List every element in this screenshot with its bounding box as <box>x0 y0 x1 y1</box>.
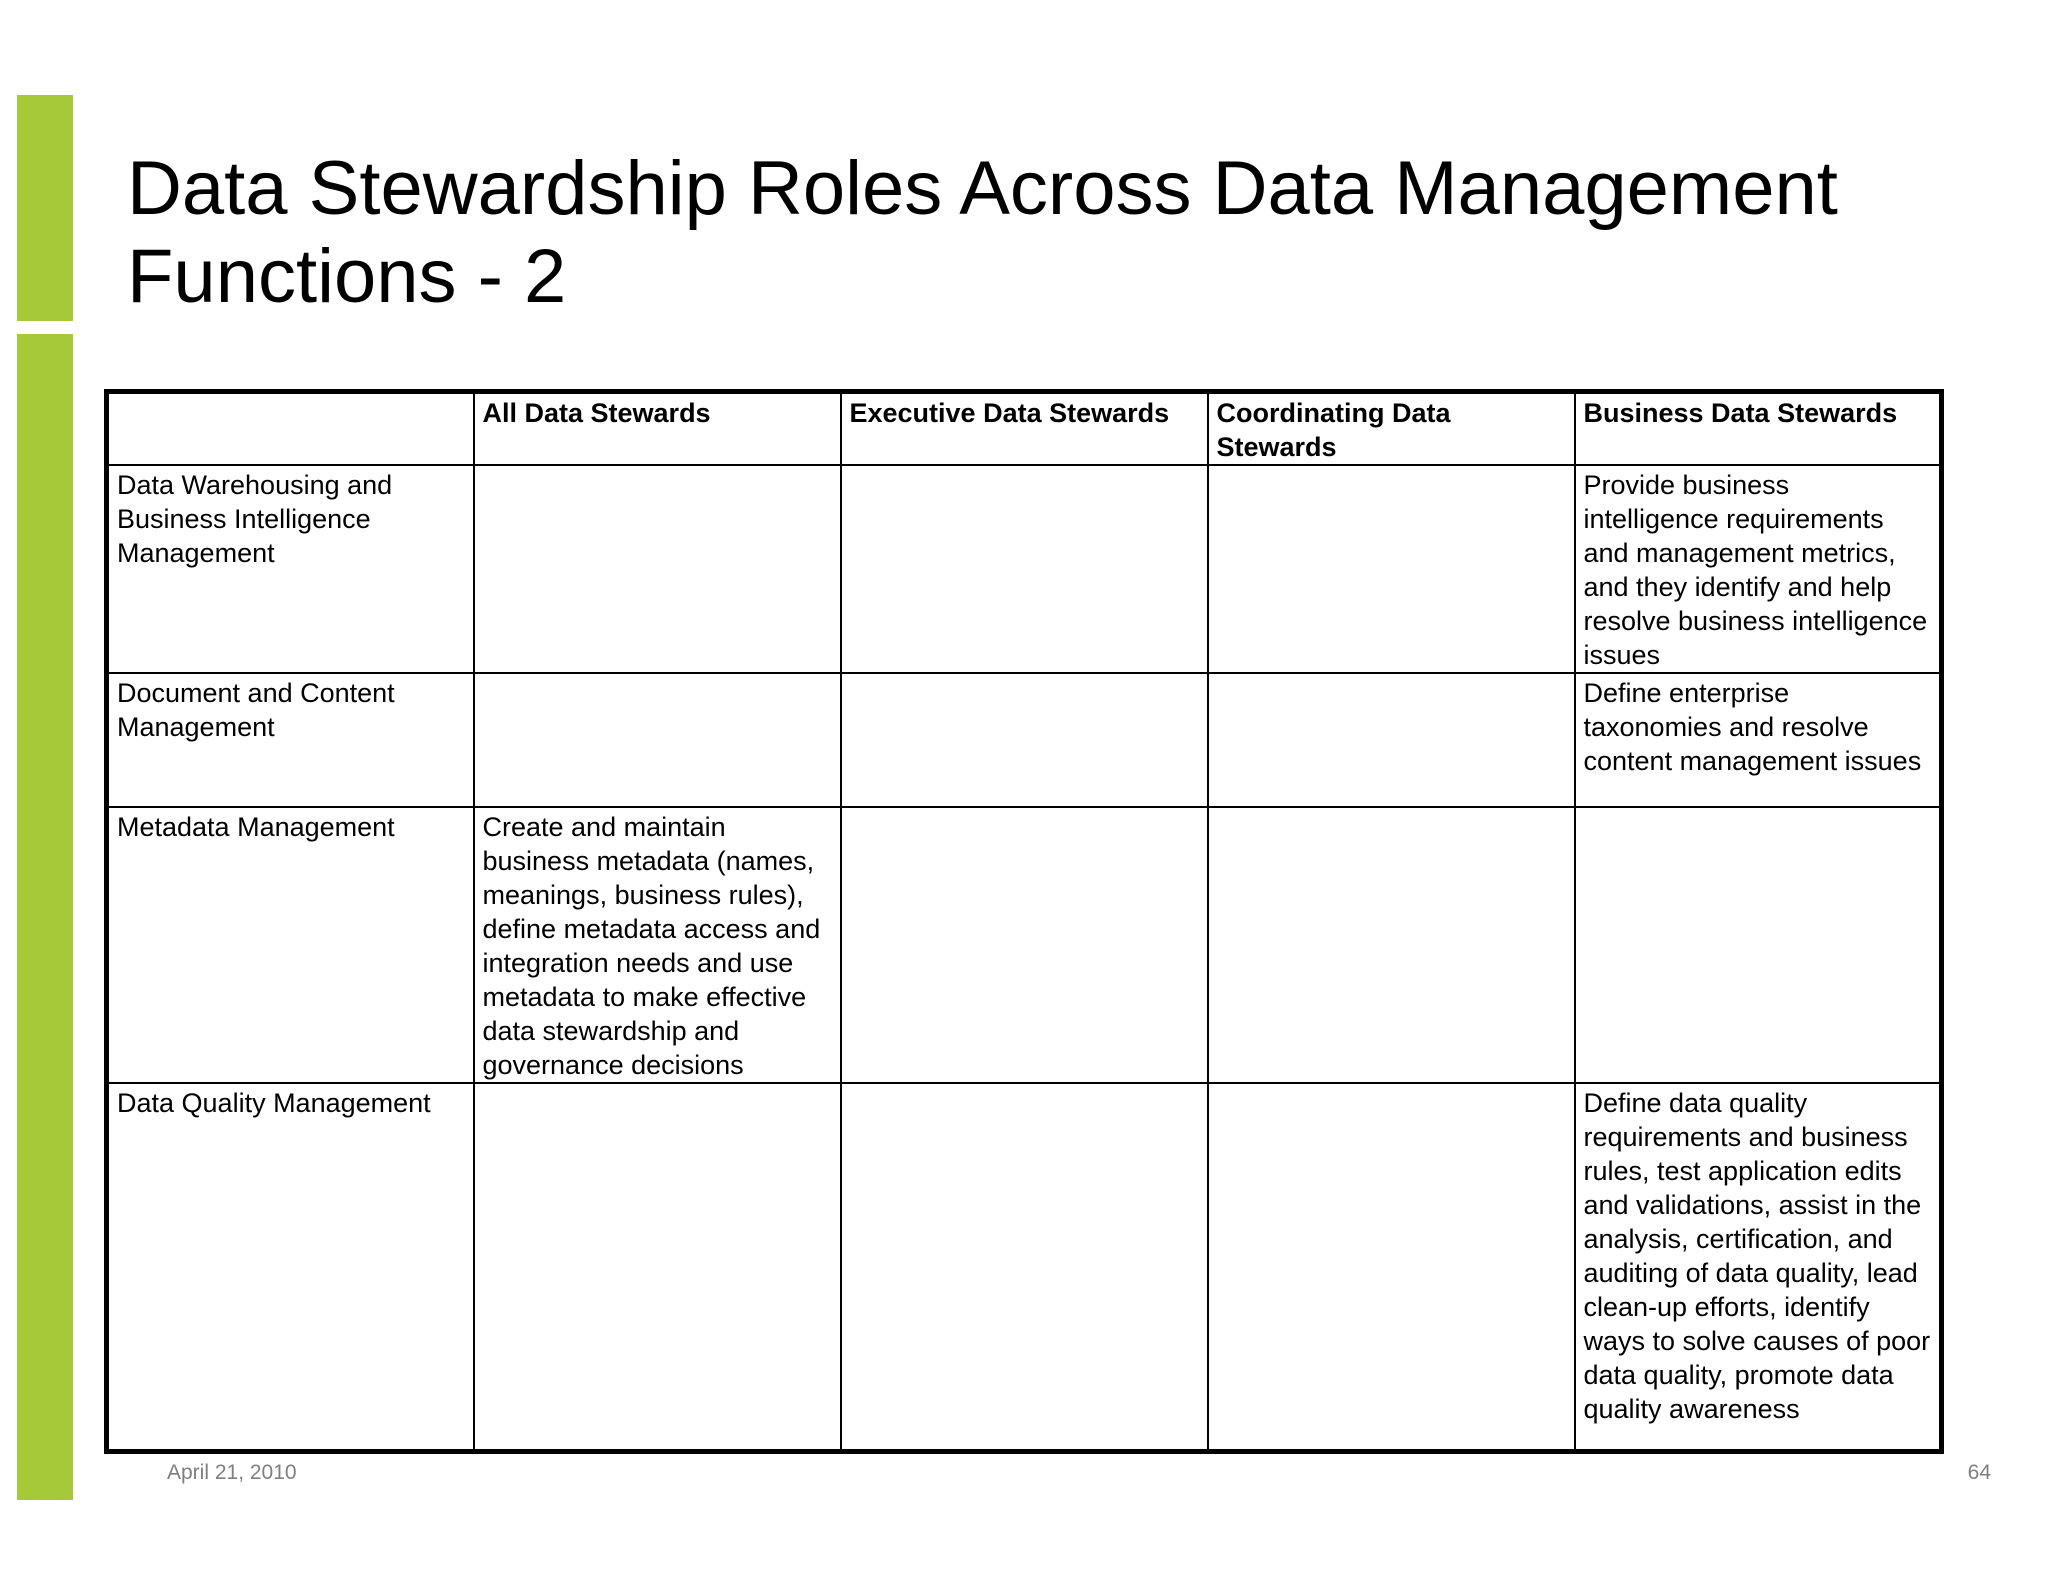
header-cell-executive-data-stewards: Executive Data Stewards <box>841 392 1208 466</box>
all-stewards-cell <box>474 1083 841 1451</box>
accent-bar-top <box>17 95 73 321</box>
business-stewards-cell: Provide business intelligence requirements and management metrics, and they identify and help resolve business intelligence issues <box>1575 465 1942 673</box>
table-header-row <box>107 392 1942 466</box>
header-cell-business-data-stewards: Business Data Stewards <box>1575 392 1942 466</box>
all-stewards-cell: Create and maintain business metadata (names, meanings, business rules), define metadata access and integration needs and use metadata to make effective data stewardship and governance decisions <box>474 807 841 1083</box>
table-row <box>107 807 1942 1083</box>
table-row <box>107 1083 1942 1451</box>
executive-stewards-cell <box>841 673 1208 807</box>
footer-page-number: 64 <box>1967 1461 1991 1484</box>
all-stewards-cell <box>474 465 841 673</box>
coordinating-stewards-cell <box>1208 1083 1575 1451</box>
header-cell-function <box>107 392 474 466</box>
table-row <box>107 673 1942 807</box>
slide-title-line-1: Data Stewardship Roles Across Data Management <box>127 146 1838 231</box>
business-stewards-cell <box>1575 807 1942 1083</box>
executive-stewards-cell <box>841 1083 1208 1451</box>
table-row <box>107 465 1942 673</box>
function-cell: Metadata Management <box>107 807 474 1083</box>
function-cell: Data Quality Management <box>107 1083 474 1451</box>
coordinating-stewards-cell <box>1208 673 1575 807</box>
business-stewards-cell: Define data quality requirements and business rules, test application edits and validations, assist in the analysis, certification, and auditing of data quality, lead clean-up efforts, identify ways to solve causes of poor data quality, promote data quality awareness <box>1575 1083 1942 1451</box>
slide-title-line-2: Functions - 2 <box>127 234 567 319</box>
header-cell-all-data-stewards: All Data Stewards <box>474 392 841 466</box>
accent-bar-bottom <box>17 334 73 1500</box>
executive-stewards-cell <box>841 807 1208 1083</box>
all-stewards-cell <box>474 673 841 807</box>
header-cell-coordinating-data-stewards: Coordinating Data Stewards <box>1208 392 1575 466</box>
function-cell: Data Warehousing and Business Intelligence Management <box>107 465 474 673</box>
footer-date: April 21, 2010 <box>167 1461 297 1484</box>
business-stewards-cell: Define enterprise taxonomies and resolve content management issues <box>1575 673 1942 807</box>
slide-title <box>127 145 2007 321</box>
coordinating-stewards-cell <box>1208 807 1575 1083</box>
stewardship-roles-table <box>104 389 1944 1454</box>
executive-stewards-cell <box>841 465 1208 673</box>
function-cell: Document and Content Management <box>107 673 474 807</box>
coordinating-stewards-cell <box>1208 465 1575 673</box>
